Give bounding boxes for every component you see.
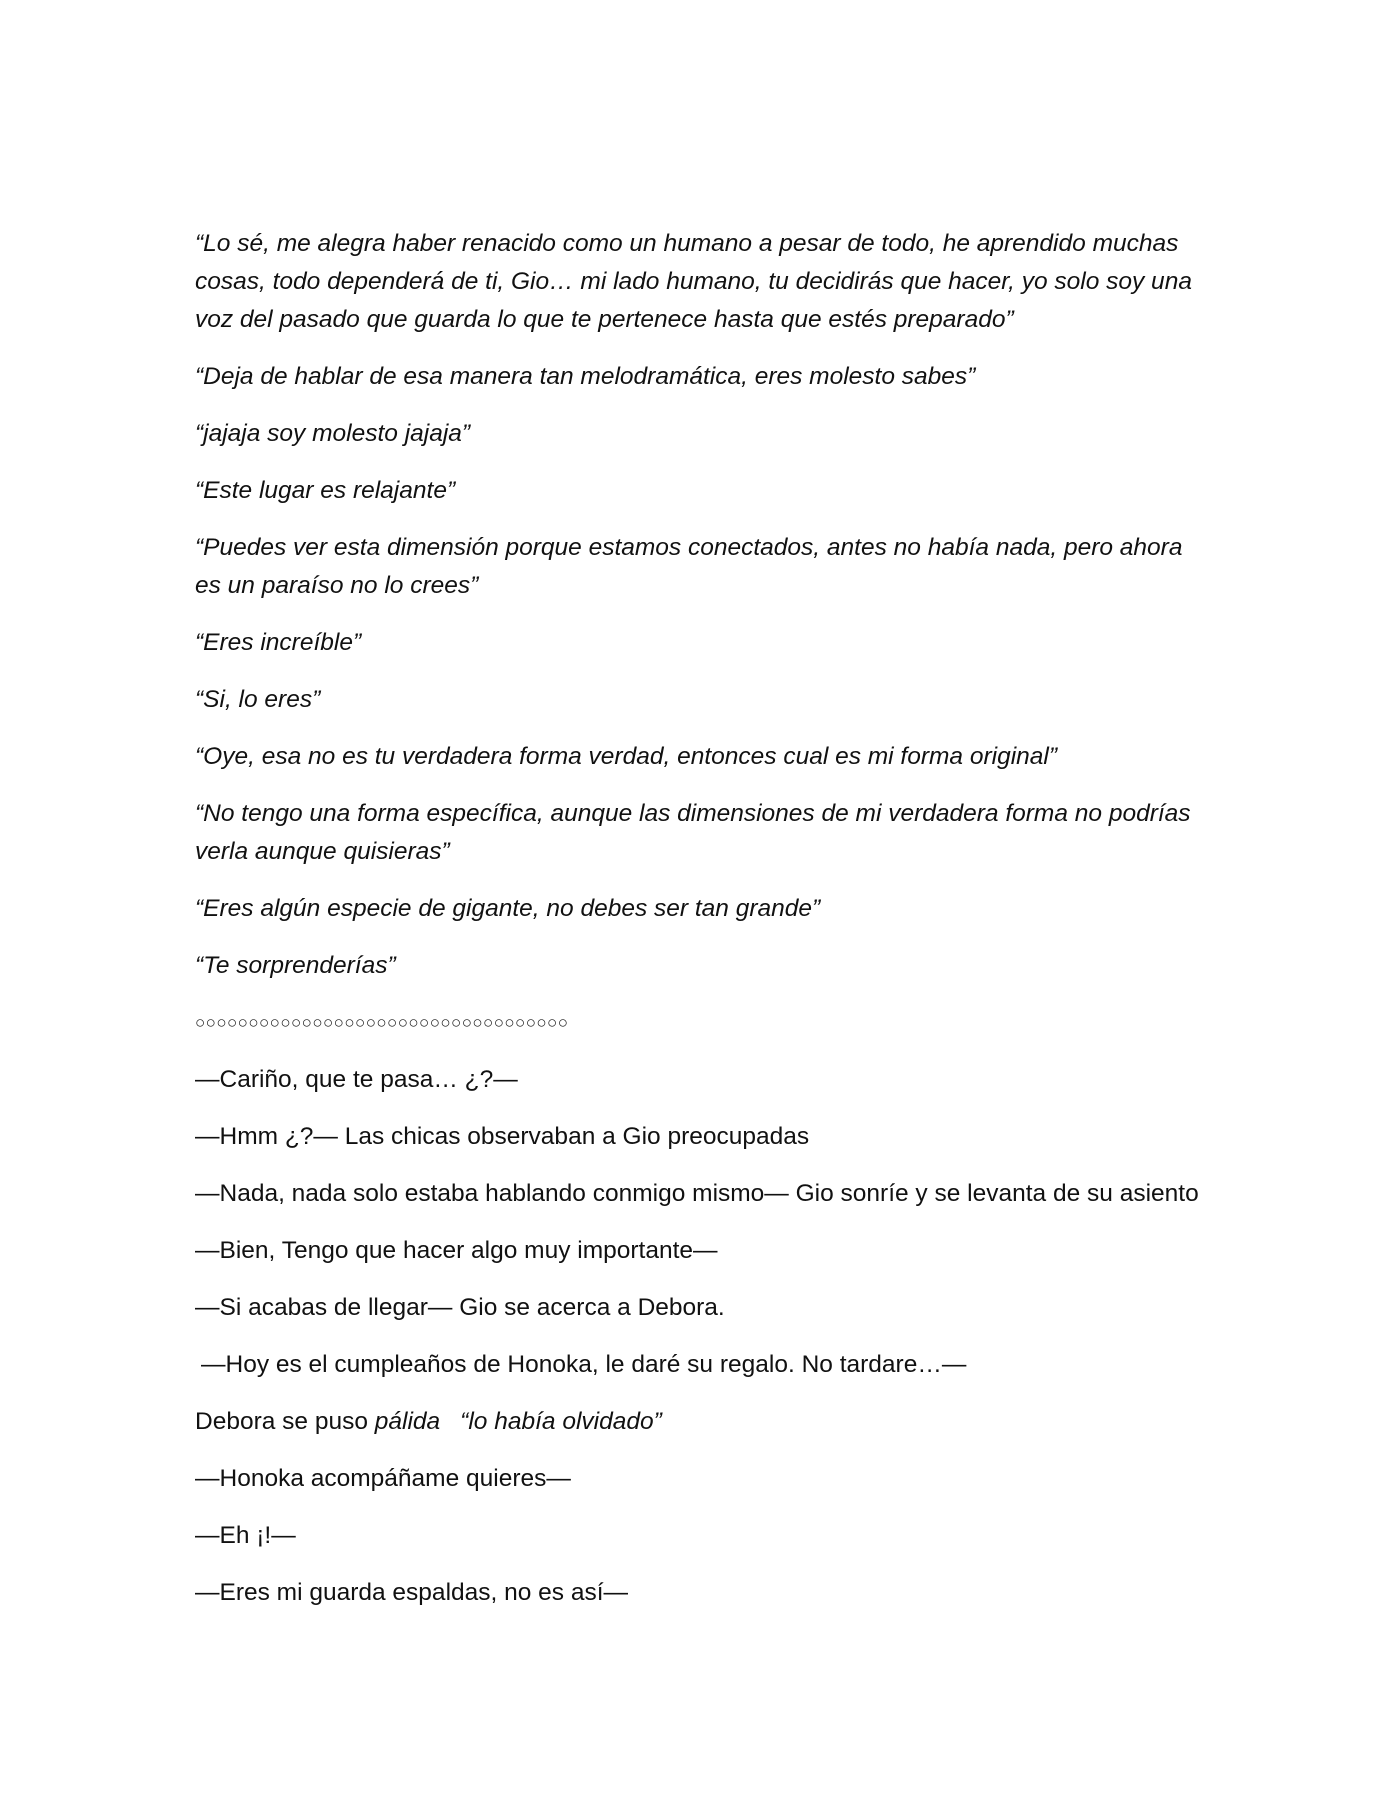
paragraph: “Puedes ver esta dimensión porque estamos conectados, antes no había nada, pero ahora es un paraíso no lo crees”	[195, 534, 1183, 599]
document-page	[195, 225, 1215, 1631]
dialogue-line: —Hmm ¿?— Las chicas observaban a Gio preocupadas	[195, 1123, 810, 1150]
paragraph: “No tengo una forma específica, aunque las dimensiones de mi verdadera forma no podrías verla aunque quisieras”	[195, 800, 1191, 865]
dialogue-line: —Eres mi guarda espaldas, no es así—	[195, 1579, 629, 1606]
dialogue-line: —Nada, nada solo estaba hablando conmigo mismo— Gio sonríe y se levanta de su asiento	[195, 1180, 1199, 1207]
paragraph: “Te sorprenderías”	[195, 952, 396, 979]
paragraph: “Si, lo eres”	[195, 686, 321, 713]
paragraph: “Deja de hablar de esa manera tan melodramática, eres molesto sabes”	[195, 363, 976, 390]
dialogue-line: —Eh ¡!—	[195, 1522, 296, 1549]
dialogue-line: —Hoy es el cumpleaños de Honoka, le daré su regalo. No tardare…—	[201, 1351, 967, 1378]
inner-thought: “lo había olvidado”	[460, 1408, 662, 1435]
paragraph: “Lo sé, me alegra haber renacido como un humano a pesar de todo, he aprendido muchas cosas, todo dependerá de ti, Gio… mi lado humano, tu decidirás que hacer, yo solo soy una voz del pasado que guarda lo que te pertenece hasta que estés preparado”	[195, 230, 1192, 333]
narration-text: Debora se puso	[195, 1408, 375, 1435]
emphasis-word: pálida	[374, 1408, 441, 1435]
paragraph: “Oye, esa no es tu verdadera forma verdad, entonces cual es mi forma original”	[195, 743, 1057, 770]
dialogue-line: —Bien, Tengo que hacer algo muy importante—	[195, 1237, 718, 1264]
paragraph: “jajaja soy molesto jajaja”	[195, 420, 471, 447]
paragraph: “Eres increíble”	[195, 629, 362, 656]
dialogue-line: —Si acabas de llegar— Gio se acerca a Debora.	[195, 1294, 725, 1321]
dialogue-line: —Cariño, que te pasa… ¿?—	[195, 1066, 518, 1093]
paragraph: “Eres algún especie de gigante, no debes ser tan grande”	[195, 895, 821, 922]
narration-line	[195, 1403, 1215, 1441]
section-separator: ○○○○○○○○○○○○○○○○○○○○○○○○○○○○○○○○○○○	[195, 1013, 569, 1032]
dialogue-line: —Honoka acompáñame quieres—	[195, 1465, 571, 1492]
paragraph: “Este lugar es relajante”	[195, 477, 456, 504]
